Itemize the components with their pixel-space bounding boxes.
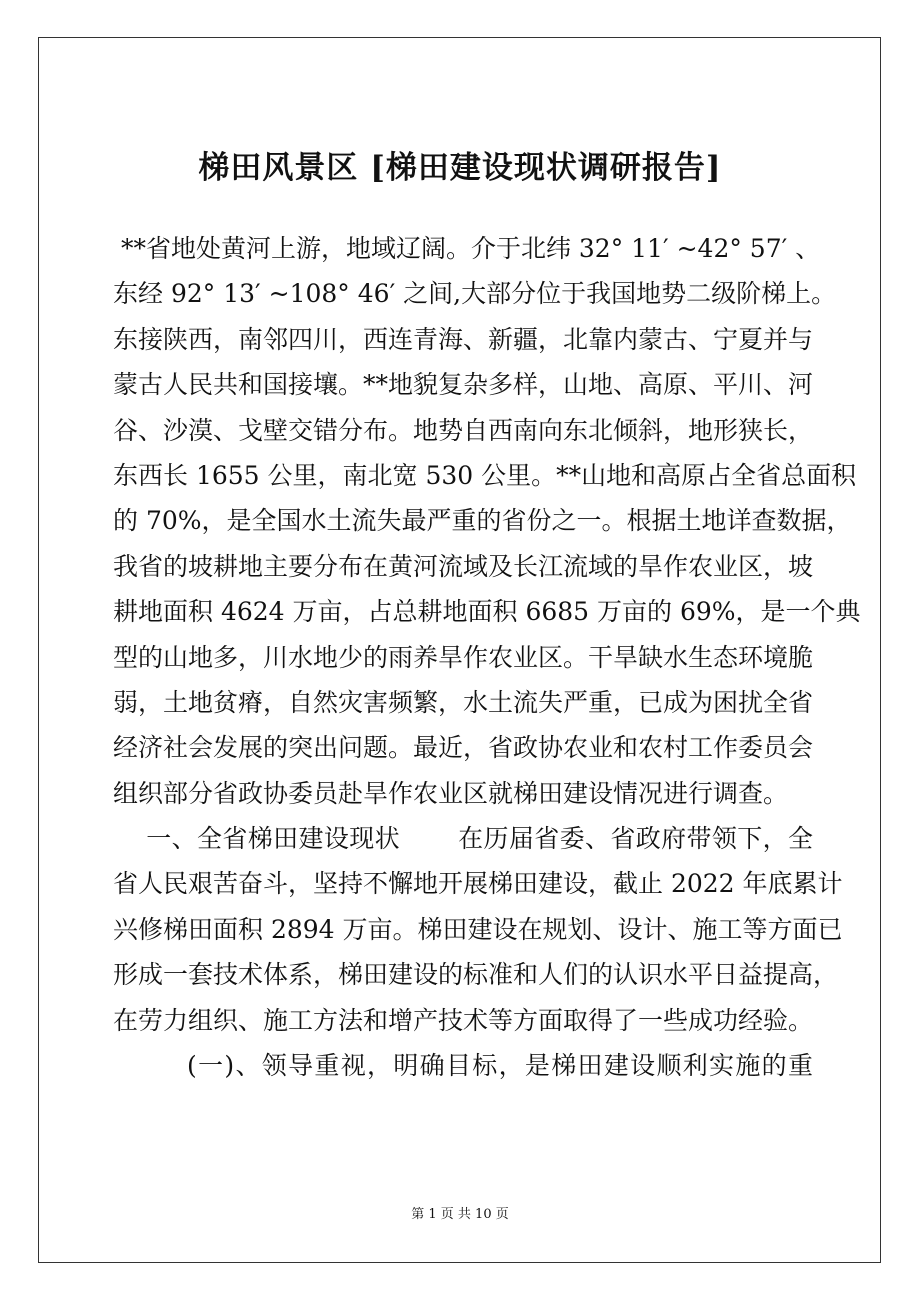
body-line: 东西长 1655 公里，南北宽 530 公里。**山地和高原占全省总面积 (113, 460, 857, 490)
body-line: 在劳力组织、施工方法和增产技术等方面取得了一些成功经验。 (113, 1005, 814, 1035)
body-line: 兴修梯田面积 2894 万亩。梯田建设在规划、设计、施工等方面已 (113, 914, 843, 944)
body-line: 东接陕西，南邻四川，西连青海、新疆，北靠内蒙古、宁夏并与 (113, 324, 814, 354)
body-line: 经济社会发展的突出问题。最近，省政协农业和农村工作委员会 (113, 733, 814, 763)
body-line: 蒙古人民共和国接壤。**地貌复杂多样，山地、高原、平川、河 (113, 370, 814, 400)
document-body (113, 226, 861, 1088)
body-line: 弱，土地贫瘠，自然灾害频繁，水土流失严重，已成为困扰全省 (113, 687, 814, 717)
body-line: (一)、领导重视，明确目标，是梯田建设顺利实施的重 (113, 1051, 813, 1081)
body-line: 一、全省梯田建设现状 在历届省委、省政府带领下，全 (113, 824, 813, 854)
document-title: 梯田风景区 [梯田建设现状调研报告] (198, 150, 722, 186)
body-line: 的 70%，是全国水土流失最严重的省份之一。根据土地详查数据， (113, 506, 852, 536)
body-line: 形成一套技术体系，梯田建设的标准和人们的认识水平日益提高， (113, 960, 839, 990)
page-footer: 第 1 页 共 10 页 (411, 1207, 509, 1222)
body-line: 耕地面积 4624 万亩，占总耕地面积 6685 万亩的 69%，是一个典 (113, 597, 861, 627)
body-line: 东经 92° 13′ ~108° 46′ 之间,大部分位于我国地势二级阶梯上。 (113, 279, 837, 309)
body-line: **省地处黄河上游，地域辽阔。介于北纬 32° 11′ ~42° 57′ 、 (113, 234, 821, 263)
body-line: 型的山地多，川水地少的雨养旱作农业区。干旱缺水生态环境脆 (113, 642, 814, 672)
body-line: 我省的坡耕地主要分布在黄河流域及长江流域的旱作农业区，坡 (113, 551, 814, 581)
body-line: 省人民艰苦奋斗，坚持不懈地开展梯田建设，截止 2022 年底累计 (113, 869, 843, 899)
body-line: 组织部分省政协委员赴旱作农业区就梯田建设情况进行调查。 (113, 778, 789, 808)
body-line: 谷、沙漠、戈壁交错分布。地势自西南向东北倾斜，地形狭长， (113, 415, 814, 445)
